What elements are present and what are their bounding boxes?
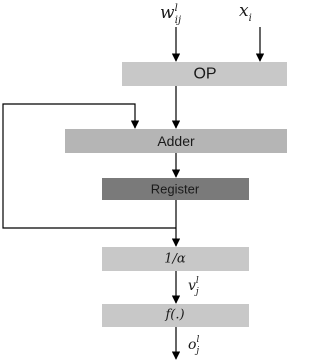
x-input-label: $x_i$ <box>239 1 252 24</box>
register-label: Register <box>150 181 200 197</box>
feedback-loop-wire <box>3 104 176 228</box>
weight-input-label: $w^l$ ij <box>160 3 182 26</box>
scale-label: 1/α <box>164 251 186 267</box>
op-label: OP <box>193 65 217 83</box>
activation-label: f(.) <box>165 307 185 323</box>
adder-label: Adder <box>157 133 195 149</box>
o-signal-label: $o^l$ j <box>188 335 200 356</box>
v-signal-label: $v^l$ j <box>188 276 199 297</box>
